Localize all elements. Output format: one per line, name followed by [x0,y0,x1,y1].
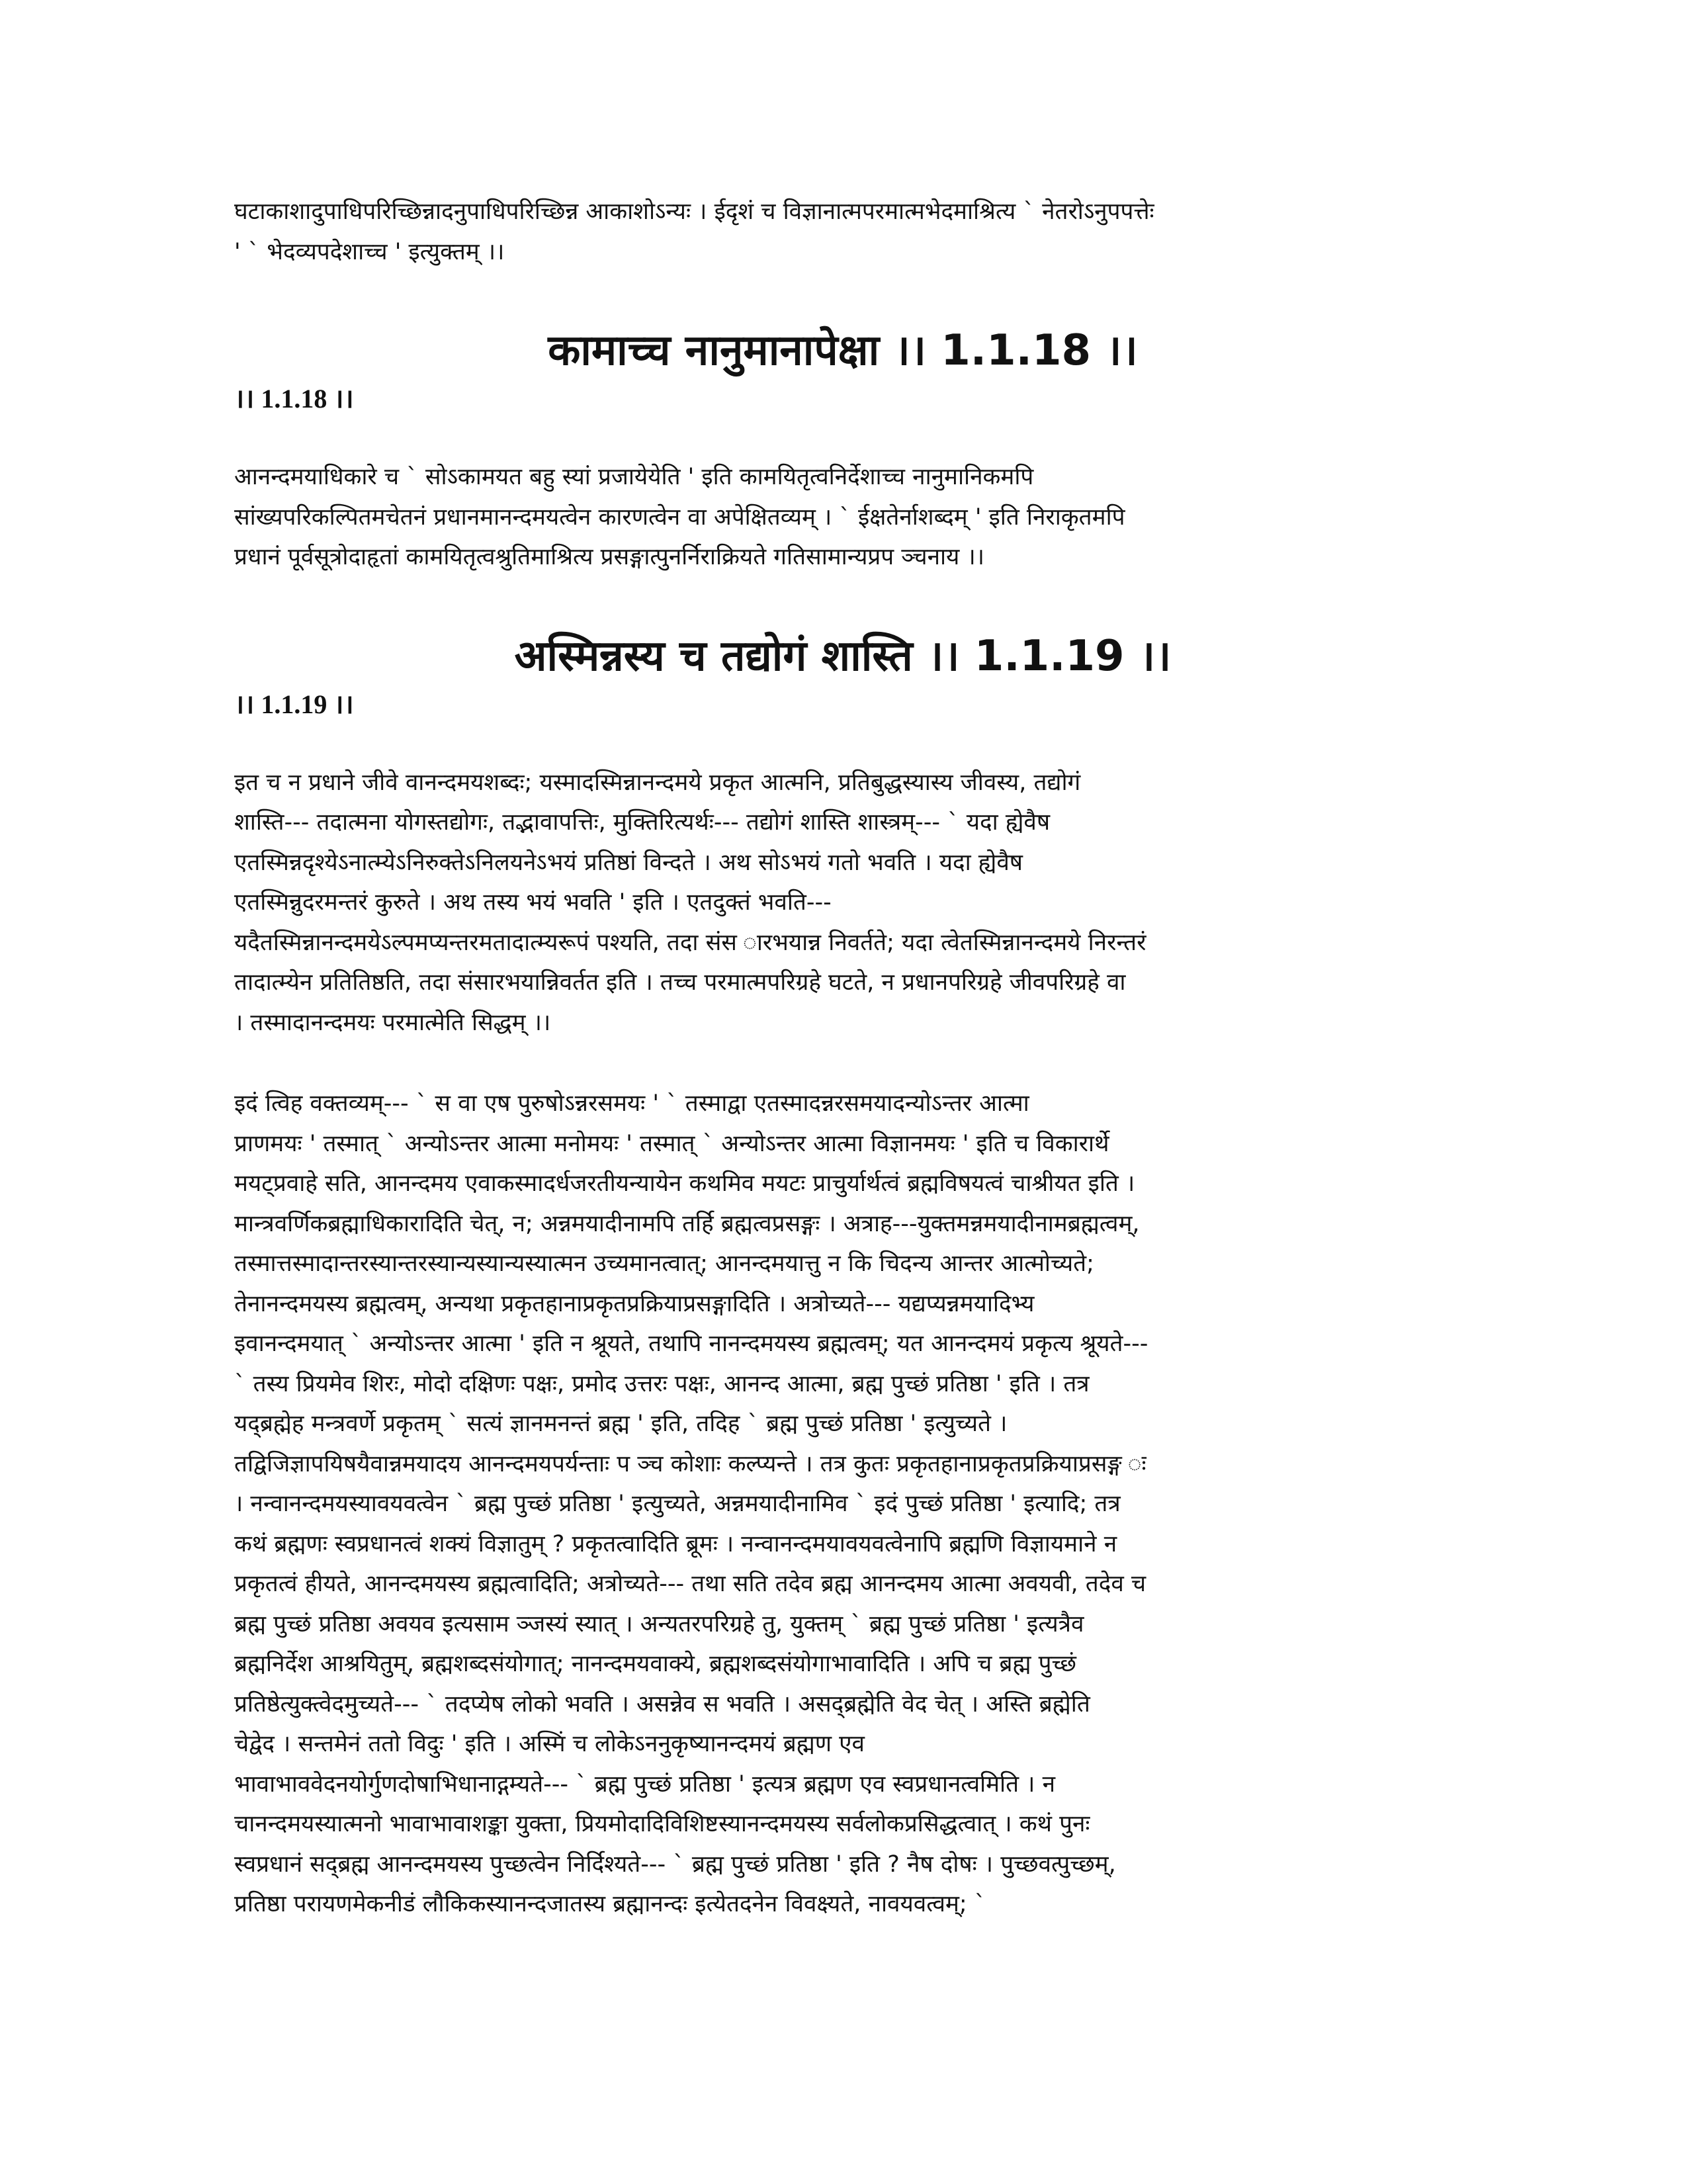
text-line: तस्मात्तस्मादान्तरस्यान्तरस्यान्यस्यान्यस्यात्मन उच्यमानत्वात्; आनन्दमयात्तु न कि चिदन्य आन्तर आत्मोच्यते; [234,1250,1094,1277]
sutra-heading-19: अस्मिन्नस्य च तद्योगं शास्ति ।। 1.1.19 ।। [514,631,1172,681]
text-line: तद्विजिज्ञापयिषयैवान्नमयादय आनन्दमयपर्यन्ताः प ञ्च कोशाः कल्प्यन्ते । तत्र कुतः प्रकृतहानाप्रकृतप्रक्रियाप्रसङ्ग ः [234,1450,1146,1477]
text-line: एतस्मिन्नुदरमन्तरं कुरुते । अथ तस्य भयं भवति ' इति । एतदुक्तं भवति--- [234,889,832,916]
sutra-number-19: ।। 1.1.19 ।। [234,689,354,719]
sutra-number-18: ।। 1.1.18 ।। [234,384,354,414]
sutra-19-commentary-2 [234,1084,1451,1925]
text-line: कथं ब्रह्मणः स्वप्रधानत्वं शक्यं विज्ञातुम् ? प्रकृतत्वादिति ब्रूमः । नन्वानन्दमयावयवत्वेनापि ब्रह्मणि विज्ञायमाने न [234,1530,1117,1557]
text-line: मान्त्रवर्णिकब्रह्माधिकारादिति चेत्, न; अन्नमयादीनामपि तर्हि ब्रह्मत्वप्रसङ्गः । अत्राह---युक्तमन्नमयादीनामब्रह्मत्वम्, [234,1210,1140,1237]
text-line: यद्ब्रह्मेह मन्त्रवर्णे प्रकृतम् ` सत्यं ज्ञानमनन्तं ब्रह्म ' इति, तदिह ` ब्रह्म पुच्छं प्रतिष्ठा ' इत्युच्यते । [234,1411,1008,1437]
text-line: इवानन्दमयात् ` अन्योऽन्तर आत्मा ' इति न श्रूयते, तथापि नानन्दमयस्य ब्रह्मत्वम्; यत आनन्दमयं प्रकृत्य श्रूयते--- [234,1331,1148,1357]
document-page [234,192,1451,1925]
text-line: प्रधानं पूर्वसूत्रोदाहृतां कामयितृत्वश्रुतिमाश्रित्य प्रसङ्गात्पुनर्निराक्रियते गतिसामान्यप्रप ञ्चनाय ।। [234,544,985,570]
text-line: ` तस्य प्रियमेव शिरः, मोदो दक्षिणः पक्षः, प्रमोद उत्तरः पक्षः, आनन्द आत्मा, ब्रह्म पुच्छं प्रतिष्ठा ' इति । तत्र [234,1370,1090,1397]
intro-paragraph [234,192,1451,272]
text-line: एतस्मिन्नदृश्येऽनात्म्येऽनिरुक्तेऽनिलयनेऽभयं प्रतिष्ठां विन्दते । अथ सोऽभयं गतो भवति । यदा ह्येवैष [234,849,1023,876]
text-line: ' ` भेदव्यपदेशाच्च ' इत्युक्तम् ।। [234,238,505,265]
text-line: स्वप्रधानं सद्ब्रह्म आनन्दमयस्य पुच्छत्वेन निर्दिश्यते--- ` ब्रह्म पुच्छं प्रतिष्ठा ' इति ? नैष दोषः । पुच्छवत्पुच्छम्, [234,1851,1116,1878]
text-line: भावाभाववेदनयोर्गुणदोषाभिधानाद्गम्यते--- ` ब्रह्म पुच्छं प्रतिष्ठा ' इत्यत्र ब्रह्मण एव स्वप्रधानत्वमिति । न [234,1770,1055,1798]
text-line: इदं त्विह वक्तव्यम्--- ` स वा एष पुरुषोऽन्नरसमयः ' ` तस्माद्वा एतस्मादन्नरसमयादन्योऽन्तर आत्मा [234,1090,1029,1117]
text-line: मयट्प्रवाहे सति, आनन्दमय एवाकस्मादर्धजरतीयन्यायेन कथमिव मयटः प्राचुर्यार्थत्वं ब्रह्मविषयत्वं चाश्रीयत इति । [234,1170,1135,1197]
sutra-18-commentary [234,457,1451,578]
text-line: प्रतिष्ठा परायणमेकनीडं लौकिकस्यानन्दजातस्य ब्रह्मानन्दः इत्येतदनेन विवक्ष्यते, नावयवत्वम्; ` [234,1891,986,1917]
text-line: सांख्यपरिकल्पितमचेतनं प्रधानमानन्दमयत्वेन कारणत्वेन वा अपेक्षितव्यम् । ` ईक्षतेर्नाशब्दम् ' इति निराकृतमपि [234,503,1125,531]
text-line: प्राणमयः ' तस्मात् ` अन्योऽन्तर आत्मा मनोमयः ' तस्मात् ` अन्योऽन्तर आत्मा विज्ञानमयः ' इति च विकारार्थे [234,1130,1109,1157]
text-line: तेनानन्दमयस्य ब्रह्मत्वम्, अन्यथा प्रकृतहानाप्रकृतप्रक्रियाप्रसङ्गादिति । अत्रोच्यते--- यद्यप्यन्नमयादिभ्य [234,1290,1035,1317]
text-line: । तस्मादानन्दमयः परमात्मेति सिद्धम् ।। [234,1009,551,1036]
text-line: इत च न प्रधाने जीवे वानन्दमयशब्दः; यस्मादस्मिन्नानन्दमये प्रकृत आत्मनि, प्रतिबुद्धस्यास्य जीवस्य, तद्योगं [234,769,1081,796]
text-line: आनन्दमयाधिकारे च ` सोऽकामयत बहु स्यां प्रजायेयेति ' इति कामयितृत्वनिर्देशाच्च नानुमानिकमपि [234,464,1034,490]
text-line: चानन्दमयस्यात्मनो भावाभावाशङ्का युक्ता, प्रियमोदादिविशिष्टस्यानन्दमयस्य सर्वलोकप्रसिद्धत्वात् । कथं पुनः [234,1811,1090,1837]
text-line: घटाकाशादुपाधिपरिच्छिन्नादनुपाधिपरिच्छिन्न आकाशोऽन्यः । ईदृशं च विज्ञानात्मपरमात्मभेदमाश्रित्य ` नेतरोऽनुपपत्तेः [234,198,1154,225]
text-line: ब्रह्मनिर्देश आश्रयितुम्, ब्रह्मशब्दसंयोगात्; नानन्दमयवाक्ये, ब्रह्मशब्दसंयोगाभावादिति । अपि च ब्रह्म पुच्छं [234,1651,1076,1677]
text-line: प्रतिष्ठेत्युक्त्वेदमुच्यते--- ` तदप्येष लोको भवति । असन्नेव स भवति । असद्ब्रह्मेति वेद चेत् । अस्ति ब्रह्मेति [234,1690,1090,1718]
text-line: ब्रह्म पुच्छं प्रतिष्ठा अवयव इत्यसाम ञ्जस्यं स्यात् । अन्यतरपरिग्रहे तु, युक्तम् ` ब्रह्म पुच्छं प्रतिष्ठा ' इत्यत्रैव [234,1610,1084,1638]
sutra-heading-18: कामाच्च नानुमानापेक्षा ।। 1.1.18 ।। [548,326,1138,375]
text-line: शास्ति--- तदात्मना योगस्तद्योगः, तद्भावापत्तिः, मुक्तिरित्यर्थः--- तद्योगं शास्ति शास्त्रम्--- ` यदा ह्येवैष [234,809,1051,836]
text-line: प्रकृतत्वं हीयते, आनन्दमयस्य ब्रह्मत्वादिति; अत्रोच्यते--- तथा सति तदेव ब्रह्म आनन्दमय आत्मा अवयवी, तदेव च [234,1571,1146,1597]
text-line: यदैतस्मिन्नानन्दमयेऽल्पमप्यन्तरमतादात्म्यरूपं पश्यति, तदा संस ारभयान्न निवर्तते; यदा त्वेतस्मिन्नानन्दमये निरन्तरं [234,929,1146,956]
text-line: चेद्वेद । सन्तमेनं ततो विदुः ' इति । अस्मिं च लोकेऽननुकृष्यानन्दमयं ब्रह्मण एव [234,1731,865,1757]
text-line: । नन्वानन्दमयस्यावयवत्वेन ` ब्रह्म पुच्छं प्रतिष्ठा ' इत्युच्यते, अन्नमयादीनामिव ` इदं पुच्छं प्रतिष्ठा ' इत्यादि; तत्र [234,1491,1121,1517]
sutra-19-commentary-1 [234,763,1451,1043]
text-line: तादात्म्येन प्रतितिष्ठति, तदा संसारभयान्निवर्तत इति । तच्च परमात्मपरिग्रहे घटते, न प्रधानपरिग्रहे जीवपरिग्रहे वा [234,969,1126,996]
